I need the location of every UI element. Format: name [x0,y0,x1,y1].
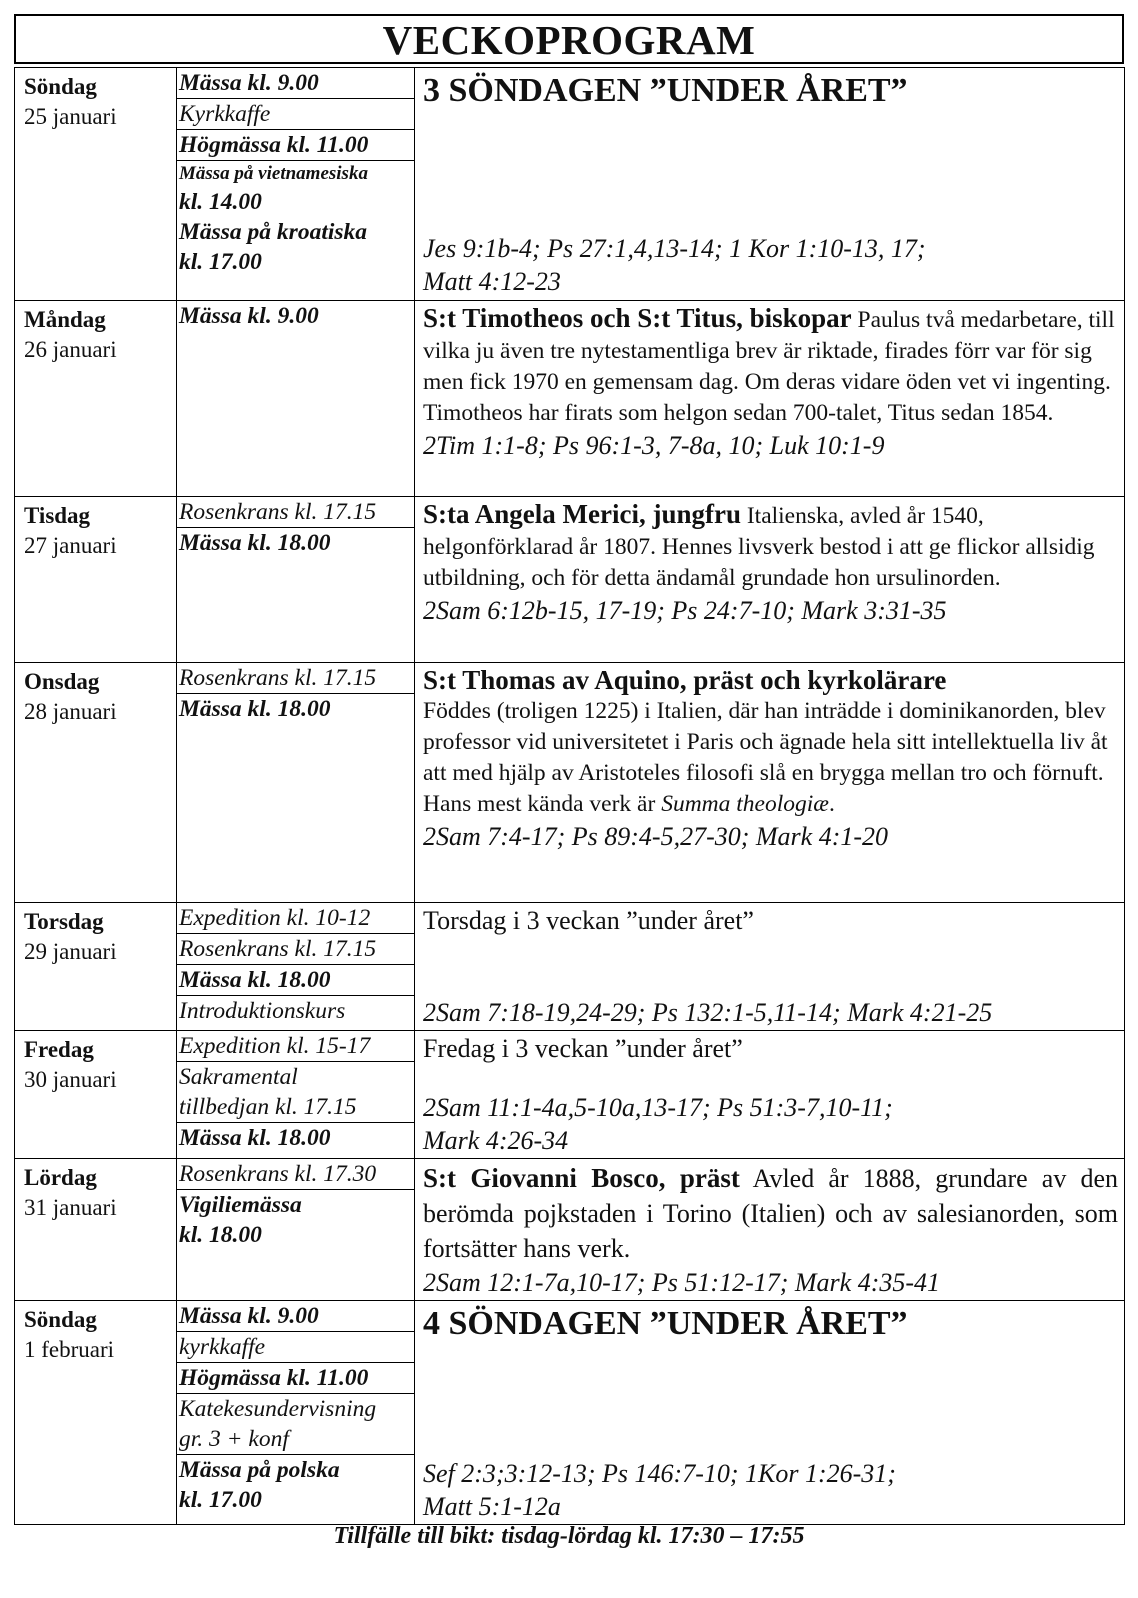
activity: Mässa på polska [179,1457,340,1483]
day-row-wednesday [15,663,1125,903]
day-cell [15,1301,176,1365]
activity: Mässa kl. 9.00 [179,303,319,329]
day-row-sunday-25 [15,68,1125,301]
activity: Mässa kl. 18.00 [177,965,414,996]
activity: Rosenkrans kl. 17.30 [177,1159,414,1190]
activity: Kyrkkaffe [177,99,414,130]
readings: 2Sam 12:1-7a,10-17; Ps 51:12-17; Mark 4:35-41 [423,1268,941,1297]
activity: Mässa kl. 18.00 [179,1125,331,1151]
activity: kl. 14.00 [179,189,262,215]
day-row-monday [15,301,1125,497]
day-date: 27 januari [24,533,117,558]
day-name: Fredag [24,1037,94,1062]
day-description [415,301,1124,462]
day-cell [15,301,176,365]
activity: Expedition kl. 10-12 [177,903,414,934]
activity: gr. 3 + konf [177,1424,414,1455]
activity: Rosenkrans kl. 17.15 [177,934,414,965]
activity: kyrkkaffe [177,1332,414,1363]
activity: Mässa på kroatiska [179,219,368,245]
day-name: Lördag [24,1165,97,1190]
readings [423,1091,1118,1157]
reading-line: Jes 9:1b-4; Ps 27:1,4,13-14; 1 Kor 1:10-13, 17; [423,234,926,263]
activity: Mässa kl. 9.00 [177,68,414,99]
reading-line: Matt 5:1-12a [423,1492,561,1521]
activity: Högmässa kl. 11.00 [177,1363,414,1394]
day-cell [15,1031,176,1095]
activity: kl. 17.00 [179,1487,262,1513]
day-cell [15,497,176,561]
day-date: 26 januari [24,337,117,362]
readings: 2Sam 7:4-17; Ps 89:4-5,27-30; Mark 4:1-20 [423,822,889,851]
activity: Expedition kl. 15-17 [177,1031,414,1062]
day-date: 25 januari [24,104,117,129]
day-name: Måndag [24,307,106,332]
reading-line: Mark 4:26-34 [423,1126,569,1155]
day-cell [15,663,176,727]
day-date: 29 januari [24,939,117,964]
day-name: Torsdag [24,909,104,934]
feast-heading: Torsdag i 3 veckan ”under året” [423,906,754,935]
day-cell [15,903,176,967]
confession-footer: Tillfälle till bikt: tisdag-lördag kl. 17:30 – 17:55 [333,1523,805,1549]
feast-heading: Fredag i 3 veckan ”under året” [423,1034,743,1063]
activity: Mässa kl. 18.00 [179,530,331,556]
day-description [415,663,1124,853]
day-date: 31 januari [24,1195,117,1220]
activity: kl. 18.00 [179,1222,262,1248]
readings [423,232,1118,298]
reading-line: Sef 2:3;3:12-13; Ps 146:7-10; 1Kor 1:26-31; [423,1459,896,1488]
reading-line: Matt 4:12-23 [423,267,561,296]
day-description [415,497,1124,627]
activity: Katekesundervisning [179,1396,377,1422]
reading-line: 2Sam 11:1-4a,5-10a,13-17; Ps 51:3-7,10-11; [423,1093,893,1122]
activity: Introduktionskurs [179,998,346,1024]
day-row-sunday-1 [15,1301,1125,1525]
day-date: 30 januari [24,1067,117,1092]
day-row-friday [15,1031,1125,1159]
activity: tillbedjan kl. 17.15 [177,1092,414,1123]
day-description [415,1301,1124,1523]
feast-heading: S:t Thomas av Aquino, präst och kyrkolärare [423,665,947,695]
day-row-saturday [15,1159,1125,1301]
feast-heading: S:ta Angela Merici, jungfru [423,499,741,529]
day-description [415,68,1124,298]
activity: Rosenkrans kl. 17.15 [177,497,414,528]
day-description [415,903,1124,1029]
activity: kl. 17.00 [179,249,262,275]
activity: Mässa kl. 18.00 [179,696,331,722]
day-cell [15,1159,176,1223]
activity: Mässa på vietnamesiska [179,163,368,184]
readings [423,1457,1118,1523]
readings: 2Sam 6:12b-15, 17-19; Ps 24:7-10; Mark 3:31-35 [423,596,947,625]
feast-text-end: . [828,791,835,817]
feast-heading: S:t Timotheos och S:t Titus, biskopar [423,303,852,333]
feast-text-italic: Summa theologiæ [661,791,829,817]
day-name: Söndag [24,74,97,99]
day-date: 1 februari [24,1337,115,1362]
feast-text: Italienska, avled år 1540, helgonförklarad år 1807. Hennes livsverk bestod i att ge flickor allsidig utbildning, och för detta ändamål grundade hon ursulinorden. [423,503,1095,591]
activity: Sakramental [179,1064,298,1090]
feast-text: Paulus två medarbetare, till vilka ju även tre nytestamentliga brev är riktade, firades förr var för sig men fick 1970 en gemensam dag. Om deras vidare öden vet vi ingenting. Timotheos har firats som helgon sedan 700-talet, Titus sedan 1854. [423,307,1115,426]
day-description [415,1159,1124,1299]
feast-heading: S:t Giovanni Bosco, präst [423,1163,740,1193]
feast-text: Föddes (troligen 1225) i Italien, där han inträdde i dominikanorden, blev professor vid universitetet i Paris och ägnade hela sitt intellektuella liv åt att med hjälp av Aristoteles filosofi slå en brygga mellan tro och förnuft. Hans mest kända verk är [423,698,1108,817]
day-cell [15,68,176,132]
activity: Högmässa kl. 11.00 [177,130,414,161]
day-name: Onsdag [24,669,100,694]
feast-heading: 4 SÖNDAGEN ”UNDER ÅRET” [423,1305,908,1342]
weekly-program-table [14,67,1125,1525]
day-row-thursday [15,903,1125,1031]
feast-heading: 3 SÖNDAGEN ”UNDER ÅRET” [423,72,908,109]
activity: Vigiliemässa [179,1192,302,1218]
day-date: 28 januari [24,699,117,724]
day-row-tuesday [15,497,1125,663]
readings: 2Sam 7:18-19,24-29; Ps 132:1-5,11-14; Mark 4:21-25 [423,998,993,1027]
day-name: Tisdag [24,503,91,528]
day-description [415,1031,1124,1157]
day-name: Söndag [24,1307,97,1332]
page-title: VECKOPROGRAM [14,14,1124,64]
activity: Rosenkrans kl. 17.15 [177,663,414,694]
activity: Mässa kl. 9.00 [177,1301,414,1332]
readings: 2Tim 1:1-8; Ps 96:1-3, 7-8a, 10; Luk 10:1-9 [423,431,885,460]
feast-text: Avled år 1888, grundare av den berömda pojkstaden i Torino (Italien) och av salesianorden, som fortsätter hans verk. [423,1164,1118,1263]
